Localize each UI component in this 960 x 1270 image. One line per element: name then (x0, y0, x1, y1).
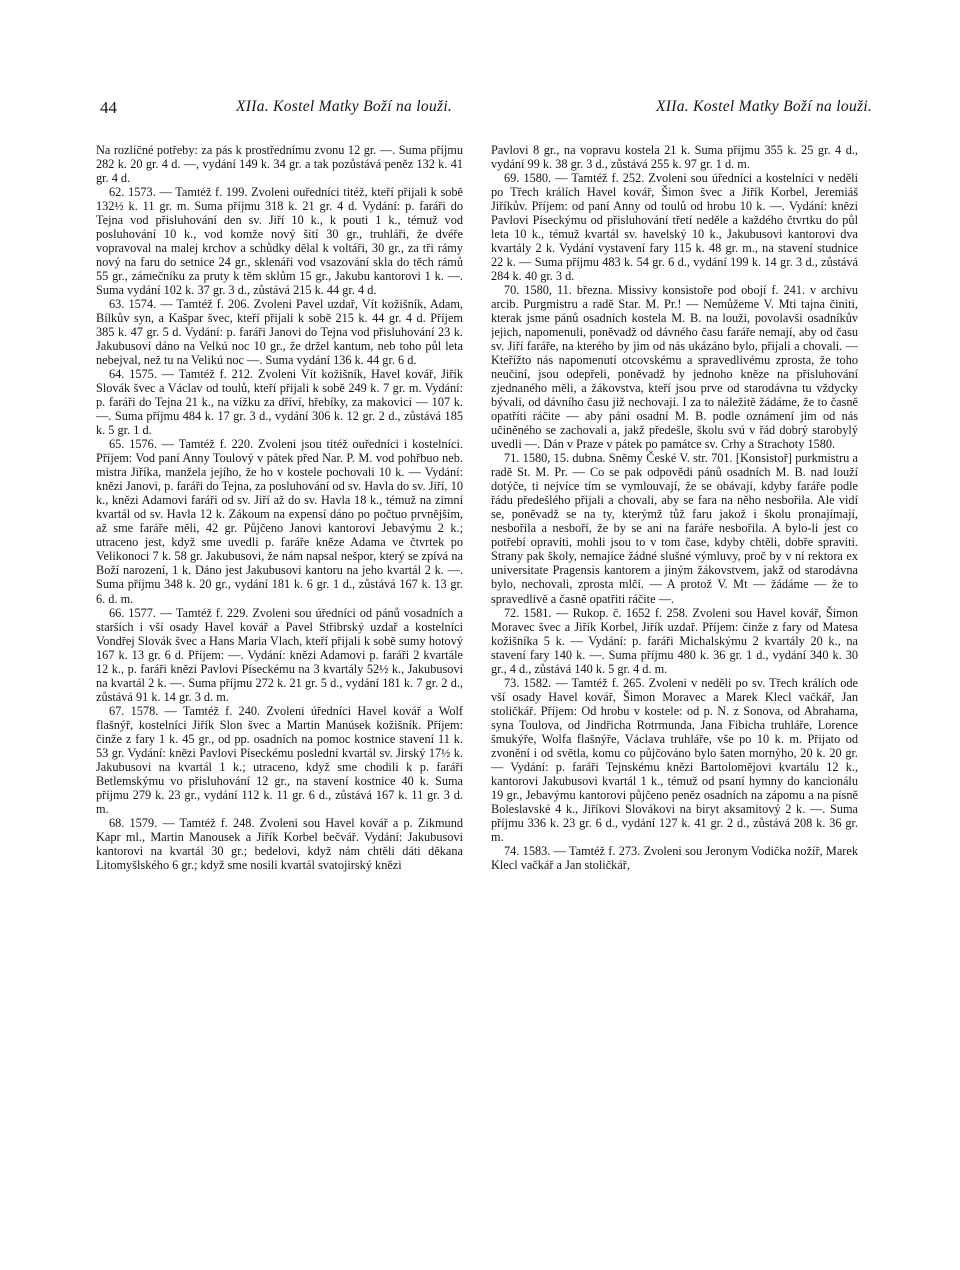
running-head-left: XIIa. Kostel Matky Boží na louži. (236, 98, 453, 115)
paragraph-entry-66: 66. 1577. — Tamtéž f. 229. Zvoleni sou úředníci od pánů vosadních a starších i vší osady Havel kovář a Pavel Střibrský uzdař a kostelníci Vondřej Slovák švec a Hans Maria Vlach, kteří přijali k sobě sumy hotový 167 k. 13 gr. 6 d. Příjem: —. Vydání: knězi Adamovi p. faráři 2 kvartále 12 k., p. faráři knězi Pavlovi Píseckému na 3 kvartály 52½ k., Jakubusovi na kvartál 2 k. —. Suma příjmu 272 k. 21 gr. 5 d., vydání 181 k. 7 gr. 2 d., zůstává 91 k. 14 gr. 3 d. m. (96, 605, 463, 704)
paragraph-continuation: Pavlovi 8 gr., na vopravu kostela 21 k. Suma příjmu 355 k. 25 gr. 4 d., vydání 99 k. 38 gr. 3 d., zůstává 255 k. 97 gr. 1 d. m. (491, 143, 858, 172)
right-column (491, 143, 858, 1243)
paragraph-entry-64: 64. 1575. — Tamtéž f. 212. Zvoleni Vít kožišník, Havel kovář, Jiřík Slovák švec a Václav od toulů, kteří přijali k sobě 249 k. 7 gr. m. Vydání: p. faráři do Tejna 21 k., na vížku za dříví, hřebíky, za makovici — 107 k. —. Suma příjmu 484 k. 17 gr. 3 d., vydání 306 k. 12 gr. 2 d., zůstává 185 k. 5 gr. 1 d. (96, 367, 463, 438)
paragraph-entry-69: 69. 1580. — Tamtéž f. 252. Zvoleni sou úředníci a kostelníci v neděli po Třech králích Havel kovář, Šimon švec a Jiřík Korbel, Jeremiáš Jiříkův. Příjem: od paní Anny od toulů od hrobu 10 k. —. Vydání: knězi Pavlovi Píseckýmu od přisluhování třetí neděle a každého čtvrtku do půl leta 10 k., témuž kvartál sv. havelský 10 k., Jakubusovi kantorovi dva kvartály 2 k. Vydání vystavení fary 115 k. 48 gr. m., na stavení studnice 22 k. — Suma příjmu 483 k. 54 gr. 6 d., vydání 199 k. 14 gr. 3 d., zůstává 284 k. 40 gr. 3 d. (491, 171, 858, 284)
left-column (96, 143, 463, 1243)
paragraph-entry-72: 72. 1581. — Rukop. č. 1652 f. 258. Zvoleni sou Havel kovář, Šimon Moravec švec a Jiřík Korbel, Jiřík uzdař. Příjem: činže z fary od Matesa kožišníka 5 k. — Vydání: p. faráři Michalskýmu 2 kvartály 20 k., na stavení fary 140 k. —. Suma příjmu 480 k. 36 gr. 1 d., vydání 340 k. 30 gr., 4 d., zůstává 140 k. 5 gr. 4 d. m. (491, 605, 858, 676)
paragraph-entry-67: 67. 1578. — Tamtéž f. 240. Zvoleni úředníci Havel kovář a Wolf flašnýř, kostelníci Jiřík Slon švec a Martin Manúsek kožišník. Příjem: činže z fary 1 k. 45 gr., od pp. osadních na pomoc kostnice stavení 11 k. 53 gr. Vydání: knězi Pavlovi Píseckému poslední kvartál sv. Jirský 17½ k. Jakubusovi na kvartál 1 k.; utraceno, když sme chodili k p. faráři Betlemskýmu vo přisluhování 12 gr., na stavení kostnice 40 k. Suma příjmu 279 k. 23 gr., vydání 112 k. 11 gr. 6 d., zůstává 167 k. 11 gr. 3 d. m. (96, 703, 463, 816)
paragraph-entry-65: 65. 1576. — Tamtéž f. 220. Zvoleni jsou titéž ouředníci i kostelníci. Příjem: Vod paní Anny Toulový v pátek před Nar. P. M. vod pohřbuo neb. mistra Jiříka, manžela jejího, že ho v kostele pochovali 10 k. — Vydání: knězi Janovi, p. faráři do Tejna, za posluhování od sv. Havla do sv. Jiří, 10 k., knězi Adamovi faráři od sv. Jiří až do sv. Havla 18 k., témuž na zimní kvartál od sv. Havla 12 k. Zákoum na expensí dáno po počtuo prvnějším, až sme faráře měli, 42 gr. Půjčeno Janovi kantorovi Jebavýmu 2 k.; utraceno jest, když sme uvedli p. faráře kněze Adama ve čtvrtek po Velikonoci 7 k. 58 gr. Jakubusovi, že nám napsal nešpor, který se zpívá na Boží narození, 1 k. Dáno jest Jakubusovi kantoru na jeho kvartál 2 k. —. Suma příjmu 348 k. 20 gr., vydání 181 k. 6 gr. 1 d., zůstává 167 k. 13 gr. 6. d. m. (96, 437, 463, 606)
page-number: 44 (100, 98, 117, 117)
paragraph-entry-74: 74. 1583. — Tamtéž f. 273. Zvoleni sou Jeronym Vodička nožíř, Marek Klecl vačkář a Jan stoličkář, (491, 843, 858, 872)
paragraph-entry-68: 68. 1579. — Tamtéž f. 248. Zvoleni sou Havel kovář a p. Zikmund Kapr ml., Martin Manousek a Jiřík Korbel bečvář. Vydání: Jakubusovi kantorovi na kvartál 30 gr.; bedelovi, když nám chtěli dáti děkana Litomyšlského 6 gr.; když sme nosili kvartál svatojirský knězi (96, 815, 463, 872)
running-head-right: XIIa. Kostel Matky Boží na louži. (656, 98, 873, 115)
paragraph-entry-71: 71. 1580, 15. dubna. Sněmy České V. str. 701. [Konsistoř] purkmistru a radě St. M. Pr. — Co se pak odpovědi pánů osadních M. B. nad louží dotýče, ti nejvíce tím se vymlouvají, že se obávají, kdyby faráře podle řádu předešlého přijali a chovali, aby se fara na něho nesbořila. Ale vidí se, poněvadž se na ty, kterýmž tůž faru jakož i školu pronajímají, nesbořila a nesboří, že by se ani na faráře nesbořila. A bylo-li jest co potřebí opraviti, mohli jsou to v tom čase, kdyby chtěli, dobře spraviti. Strany pak školy, nemajíce žádné slušné výmluvy, proč by v ní rektora ex universitate Pragensis kantorem a jiným žákovstvem, jakž od starodávna bylo, nechovali, zprosta mlčí. — A protož V. Mt — žádáme — že to spravedlivě a časně opatřiti ráčite —. (491, 451, 858, 606)
paragraph-entry-63: 63. 1574. — Tamtéž f. 206. Zvoleni Pavel uzdař, Vít kožišník, Adam, Bílkův syn, a Kašpar švec, kteří přijali k sobě 215 k. 44 gr. 4 d. Příjem 385 k. 47 gr. 5 d. Vydání: p. faráři Janovi do Tejna vod přisluhování 23 k. Jakubusovi dáno na Velkú noc 10 gr., že držel kantum, neb toho půl leta nebejval, než tu na Velikú noc —. Suma vydání 136 k. 44 gr. 6 d. (96, 297, 463, 368)
running-header (100, 98, 880, 124)
paragraph-entry-73: 73. 1582. — Tamtéž f. 265. Zvoleni v neděli po sv. Třech králích ode vší osady Havel kovář, Šimon Moravec a Marek Klecl vačkář, Jan stoličkář. Příjem: Od hrobu v kostele: od p. N. z Sonova, od Abrahama, syna Toulova, od Jindřicha Rotrmunda, Jana Fibicha truhláře, Lorence šmukýře, Wolfa flašnýře, Václava truhláře, vše po 10 k. m. Přijato od zvonění i od světla, komu co půjčováno bylo šaten mornýho, 20 k. 20 gr. — Vydání: p. faráři Tejnskému knězi Bartolomějovi kvartálu 12 k., kantorovi Jakubusovi kvartál 1 k., témuž od psaní hymny do kancionálu 19 gr., Jebavýmu kantorovi půjčeno peněz osadních na zápomu a na písně Boleslavské 4 k., Jiříkovi Slovákovi na biryt aksamitový 2 k. —. Suma příjmu 336 k. 23 gr. 6 d., vydání 127 k. 41 gr. 2 d., zůstává 208 k. 36 gr. m. (491, 675, 858, 844)
paragraph-entry-62: 62. 1573. — Tamtéž f. 199. Zvoleni ouředníci titéž, kteří přijali k sobě 132½ k. 11 gr. m. Suma příjmu 318 k. 21 gr. 4 d. Vydání: p. faráři do Tejna vod přisluhování den sv. Jiří 10 k., k pouti 1 k., témuž vod posluhování 10 k., vod komže nový šití 30 gr., truhláři, že dvéře vopravoval na malej krchov a schůdky dělal k voltáři, 30 gr., za tři rámy nový na faru do setnice 24 gr., sklenáři vod vsazování skla do těch rámů 55 gr., zámečníku za pruty k těm sklům 15 gr., Jakubu kantorovi 1 k. —. Suma vydání 102 k. 37 gr. 3 d., zůstává 215 k. 44 gr. 4 d. (96, 185, 463, 298)
paragraph-entry-70: 70. 1580, 11. března. Missivy konsistoře pod obojí f. 241. v archivu arcib. Purgmistru a radě Star. M. Pr.! — Nemůžeme V. Mti tajna činiti, kterak jsme pánů osadních kostela M. B. na louži, povolavši osadníkův jejich, napomenuli, poněvadž od dávného času faráře nemají, aby od času sv. Jiří faráře, na kterého by jim od nás ukázáno bylo, přijali a chovali. — Kteřížto nás napomenutí otcovskému a spravedlivému zprosta, že toho neučiní, jsou odepřeli, poněvadž by jednoho kněze na přisluhování zjednaného měli, a žákovstva, kteří jsou prve od starodávna tu vždycky bývali, od dávního času již nechovají. I za to náležitě žádáme, že to časně opatříti ráčite — aby páni osadní M. B. podle oznámení jim od nás učiněného se zachovali a, jakž předešle, školu svú v řád dobrý starobylý uvedli —. Dán v Praze v pátek po památce sv. Crhy a Strachoty 1580. (491, 283, 858, 452)
paragraph-continuation: Na rozličné potřeby: za pás k prostřednímu zvonu 12 gr. —. Suma příjmu 282 k. 20 gr. 4 d. —, vydání 149 k. 34 gr. a tak pozůstává peněz 132 k. 41 gr. 4 d. (96, 143, 463, 186)
